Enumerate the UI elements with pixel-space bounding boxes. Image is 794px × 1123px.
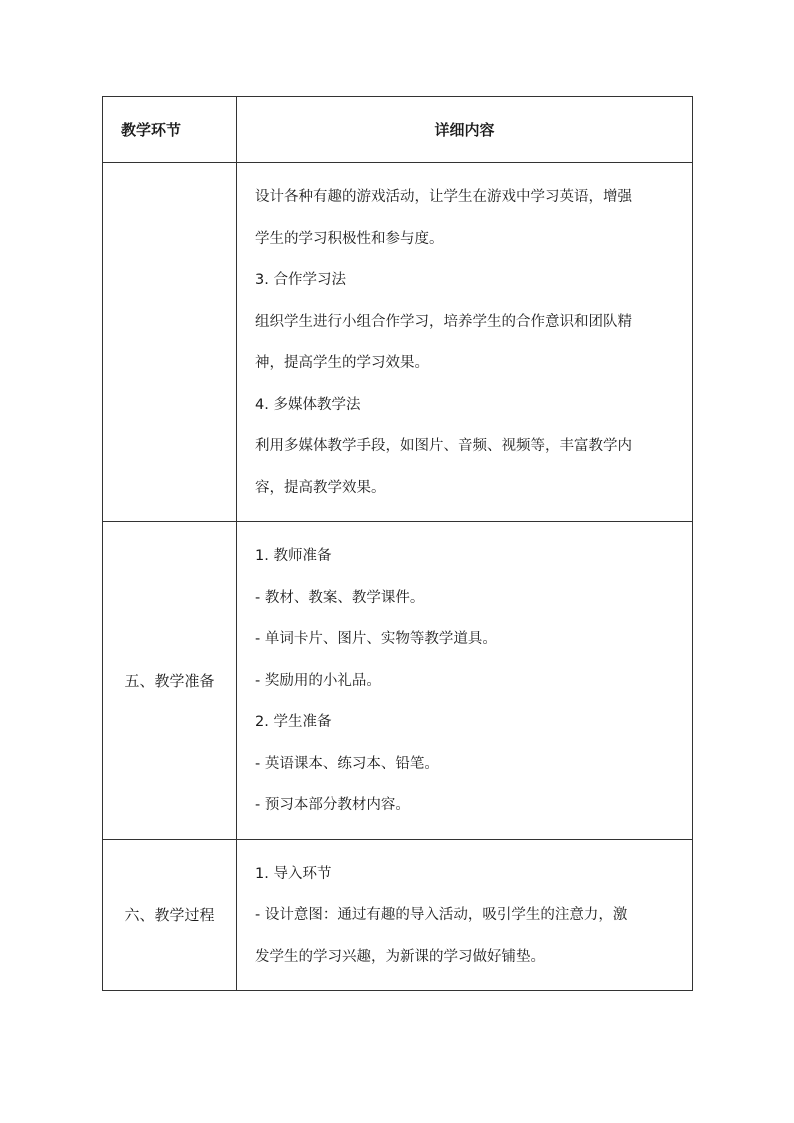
header-detail-label: 详细内容 <box>237 97 693 163</box>
detail-line: 神，提高学生的学习效果。 <box>255 355 429 371</box>
section-cell: 六、教学过程 <box>103 839 237 991</box>
detail-line: 4. 多媒体教学法 <box>255 396 361 413</box>
header-section-label: 教学环节 <box>103 97 237 163</box>
detail-cell <box>237 839 693 991</box>
detail-line: 1. 导入环节 <box>255 865 332 882</box>
detail-line: 发学生的学习兴趣，为新课的学习做好铺垫。 <box>255 948 545 965</box>
section-cell <box>103 163 237 522</box>
detail-line: - 英语课本、练习本、铅笔。 <box>255 755 439 772</box>
table-row <box>103 522 693 840</box>
detail-line: 2. 学生准备 <box>255 714 332 730</box>
detail-line: 利用多媒体教学手段，如图片、音频、视频等，丰富教学内 <box>255 438 632 454</box>
detail-line: - 预习本部分教材内容。 <box>255 797 410 813</box>
table-row <box>103 163 693 522</box>
detail-line: - 设计意图：通过有趣的导入活动，吸引学生的注意力，激 <box>255 907 628 923</box>
detail-line: 组织学生进行小组合作学习，培养学生的合作意识和团队精 <box>255 313 632 330</box>
section-cell: 五、教学准备 <box>103 522 237 840</box>
detail-line: 容，提高教学效果。 <box>255 479 386 496</box>
table-header-row <box>103 97 693 163</box>
detail-line: 设计各种有趣的游戏活动，让学生在游戏中学习英语，增强 <box>255 189 632 205</box>
detail-line: - 奖励用的小礼品。 <box>255 672 381 689</box>
table-row <box>103 839 693 991</box>
lesson-plan-table <box>102 96 693 991</box>
detail-cell <box>237 163 693 522</box>
detail-line: 1. 教师准备 <box>255 548 332 564</box>
detail-line: - 单词卡片、图片、实物等教学道具。 <box>255 631 497 647</box>
detail-line: - 教材、教案、教学课件。 <box>255 589 425 606</box>
detail-line: 3. 合作学习法 <box>255 272 346 288</box>
detail-cell <box>237 522 693 840</box>
detail-line: 学生的学习积极性和参与度。 <box>255 230 444 247</box>
